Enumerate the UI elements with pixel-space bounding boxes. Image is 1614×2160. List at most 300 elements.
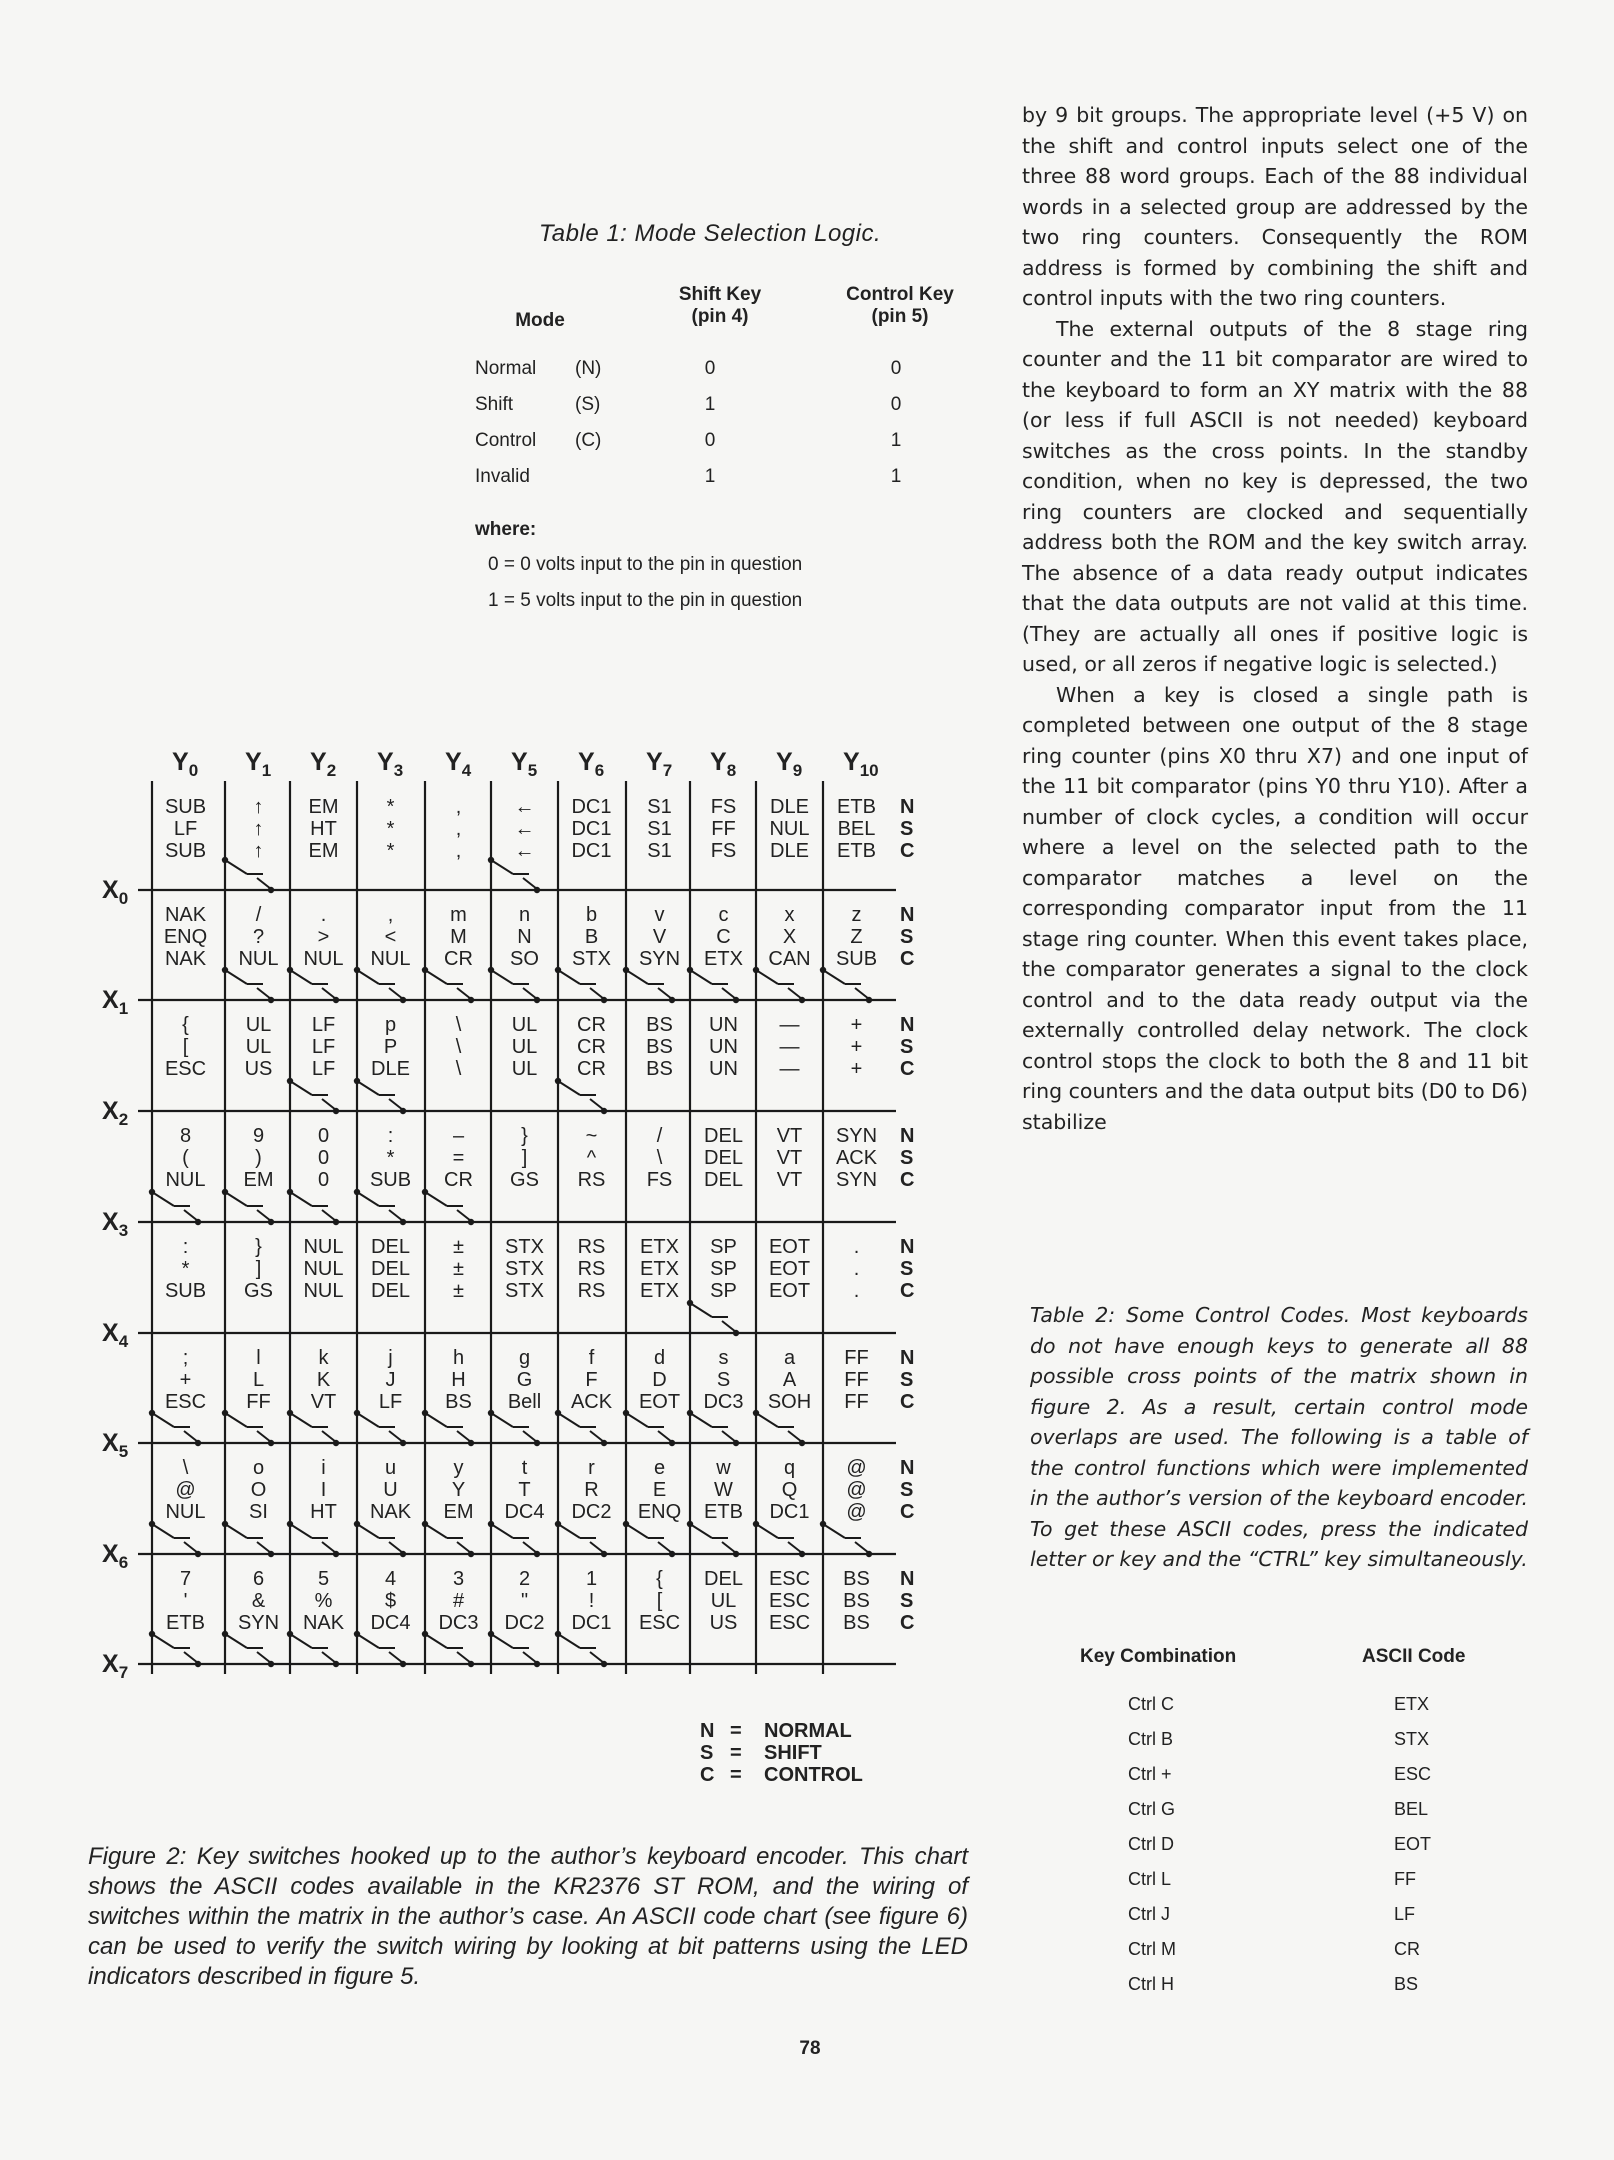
key-cell — [756, 1014, 823, 1080]
table2-key-cell: Ctrl J — [1128, 1904, 1170, 1924]
normal-code: p — [384, 1014, 397, 1036]
mode-letter: N — [900, 1568, 915, 1590]
shift-code: > — [317, 926, 330, 948]
control-code: DC4 — [504, 1501, 545, 1523]
shift-code: # — [452, 1590, 465, 1612]
normal-code: \ — [455, 1014, 462, 1036]
key-cell — [290, 1014, 357, 1080]
control-code: DC2 — [571, 1501, 612, 1523]
control-code: ETX — [640, 1280, 679, 1302]
key-cell — [290, 1457, 357, 1523]
normal-code: { — [182, 1014, 189, 1036]
normal-code: 2 — [518, 1568, 531, 1590]
normal-code: / — [255, 904, 262, 926]
normal-code: : — [387, 1125, 394, 1147]
mode-letter: S — [900, 926, 914, 948]
normal-code: h — [452, 1347, 465, 1369]
normal-code: ETB — [837, 796, 876, 818]
key-cell — [823, 796, 890, 862]
shift-code: DC1 — [571, 818, 612, 840]
normal-code: VT — [776, 1125, 803, 1147]
control-code: EOT — [768, 1280, 811, 1302]
key-cell — [425, 1457, 492, 1523]
body-paragraph-3: When a key is closed a single path is completed between one output of the 8 stage ring counter (pins X0 thru X7) and one input of the 11 bit comparator (pins Y0 thru Y10). After a number of clock cycles, a condition will occur where a level on the selected path to the comparator matches a level on the corresponding comparator input from the 11 stage ring counter. When this event takes place, the comparator generates a signal to the clock control and to the data ready output via the externally controlled delay network. The clock control stops the clock to both the 8 and 11 bit ring counters and the data output bits (D0 to D6) stabilize — [1022, 682, 1528, 1134]
normal-code: DEL — [371, 1236, 410, 1258]
control-code: CR — [444, 948, 473, 970]
normal-code: DEL — [704, 1125, 743, 1147]
key-cell — [756, 904, 823, 970]
normal-code: m — [450, 904, 467, 926]
control-code: SI — [249, 1501, 268, 1523]
shift-code: + — [179, 1369, 192, 1391]
table1-control-cell: 0 — [890, 394, 902, 415]
mode-letter: C — [900, 1169, 915, 1191]
shift-code: + — [850, 1036, 863, 1058]
legend-value: NORMAL — [764, 1720, 852, 1742]
key-cell — [491, 1457, 558, 1523]
table1-mode-cell: Invalid — [475, 466, 530, 487]
shift-code: % — [314, 1590, 333, 1612]
shift-code: ) — [255, 1147, 262, 1169]
shift-code: I — [320, 1479, 327, 1501]
shift-code: R — [584, 1479, 599, 1501]
normal-code: . — [320, 904, 327, 926]
shift-code: X — [782, 926, 797, 948]
table1-control-cell: 1 — [890, 466, 902, 487]
shift-code: ETX — [640, 1258, 679, 1280]
table2-header-key: Key Combination — [1080, 1646, 1237, 1667]
y-line-label: $Y_{10}$ — [843, 748, 879, 780]
normal-code: . — [853, 1236, 860, 1258]
key-cell — [823, 1347, 890, 1413]
key-cell — [491, 904, 558, 970]
key-cell — [152, 904, 219, 970]
shift-code: K — [316, 1369, 331, 1391]
normal-code: g — [518, 1347, 531, 1369]
mode-letter: S — [900, 1590, 914, 1612]
control-code: * — [386, 840, 395, 862]
table2-code-cell: BEL — [1394, 1799, 1429, 1819]
shift-code: * — [181, 1258, 190, 1280]
normal-code: 9 — [252, 1125, 265, 1147]
normal-code: — — [779, 1014, 800, 1036]
key-cell — [558, 796, 625, 862]
control-code: ETB — [704, 1501, 743, 1523]
normal-code: , — [455, 796, 462, 818]
key-cell — [357, 796, 424, 862]
normal-code: LF — [311, 1014, 336, 1036]
normal-code: t — [521, 1457, 528, 1479]
shift-code: FF — [844, 1369, 869, 1391]
key-cell — [357, 1457, 424, 1523]
legend-eq: = — [730, 1720, 742, 1742]
control-code: ETB — [837, 840, 876, 862]
table2-key-cell: Ctrl H — [1128, 1974, 1174, 1994]
control-code: VT — [310, 1391, 337, 1413]
normal-code: S1 — [647, 796, 672, 818]
shift-code: SP — [710, 1258, 737, 1280]
shift-code: DEL — [371, 1258, 410, 1280]
control-code: NAK — [164, 948, 207, 970]
normal-code: UL — [245, 1014, 272, 1036]
control-code: DC1 — [571, 1612, 612, 1634]
normal-code: STX — [505, 1236, 544, 1258]
shift-code: RS — [577, 1258, 606, 1280]
key-cell — [756, 1568, 823, 1634]
normal-code: ← — [514, 796, 535, 818]
control-code: FS — [710, 840, 737, 862]
page-number: 78 — [799, 2038, 821, 2059]
y-line-label: $Y_8$ — [710, 748, 737, 780]
figure2-caption: Figure 2: Key switches hooked up to the author’s keyboard encoder. This chart shows the ASCII codes available in the KR2376 ST ROM, and the wiring of switches within the matrix in the author’s case. An ASCII code chart (see figure 6) can be used to verify the switch wiring by looking at bit patterns using the LED indicators described in figure 5. — [88, 1843, 968, 1990]
y-line-label: $Y_4$ — [445, 748, 472, 780]
normal-code: u — [384, 1457, 397, 1479]
legend-key: S — [700, 1742, 714, 1764]
table2-caption: Table 2: Some Control Codes. Most keyboards do not have enough keys to generate all 88 possible cross points of the matrix shown in figure 2. As a result, certain control mode overlaps are used. The following is a table of the control functions which were implemented in the author’s version of the keyboard encoder. To get these ASCII codes, press the indicated letter or key and the “CTRL” key simultaneously. — [1030, 1303, 1528, 1571]
shift-code: ' — [183, 1590, 188, 1612]
table2-code-cell: BS — [1394, 1974, 1419, 1994]
body-text-column — [1022, 100, 1528, 1137]
control-key-label: Control Key — [846, 284, 954, 305]
control-code: NUL — [165, 1169, 206, 1191]
key-cell — [425, 1014, 492, 1080]
table1-shift-cell: 1 — [704, 394, 716, 415]
shift-key-label: Shift Key — [678, 284, 762, 305]
key-cell — [690, 1125, 757, 1191]
y-line-label: $Y_9$ — [776, 748, 803, 780]
x-line-label: $X_6$ — [102, 1540, 129, 1572]
table1-note-0: 0 = 0 volts input to the pin in question — [488, 554, 803, 575]
shift-code: . — [853, 1258, 860, 1280]
normal-code: ↑ — [253, 796, 264, 818]
normal-code: SYN — [835, 1125, 878, 1147]
key-cell — [626, 1236, 693, 1302]
legend-eq: = — [730, 1764, 742, 1786]
mode-letter: S — [900, 1258, 914, 1280]
normal-code: r — [588, 1457, 595, 1479]
key-cell — [690, 1457, 757, 1523]
control-code: EM — [443, 1501, 474, 1523]
normal-code: } — [255, 1236, 262, 1258]
control-code: ESC — [164, 1058, 207, 1080]
key-cell — [225, 904, 292, 970]
control-code: US — [244, 1058, 273, 1080]
body-paragraph-1: by 9 bit groups. The appropriate level (+5 V) on the shift and control inputs select one of the three 88 word groups. Each of the 88 individual words in a selected group are addressed by the two ring counters. Consequently the ROM address is formed by combining the shift and control inputs with the two ring counters. — [1022, 103, 1528, 310]
shift-code: ^ — [586, 1147, 597, 1169]
legend-row-control — [700, 1764, 863, 1786]
x-line-label: $X_0$ — [102, 876, 129, 908]
shift-code: N — [517, 926, 532, 948]
control-code: ENQ — [637, 1501, 682, 1523]
table1-title: Table 1: Mode Selection Logic. — [538, 220, 882, 247]
mode-letter: S — [900, 1369, 914, 1391]
key-cell — [558, 1457, 625, 1523]
control-code: 0 — [317, 1169, 330, 1191]
normal-code: FF — [844, 1347, 869, 1369]
shift-code: ↑ — [253, 818, 264, 840]
key-cell — [225, 1236, 292, 1302]
control-code: CAN — [768, 948, 811, 970]
key-cell — [491, 1014, 558, 1080]
key-cell — [823, 1236, 890, 1302]
shift-code: \ — [455, 1036, 462, 1058]
table1-abbr-cell: (C) — [575, 430, 602, 451]
shift-code: ENQ — [163, 926, 208, 948]
normal-code: DC1 — [571, 796, 612, 818]
control-code: SP — [710, 1280, 737, 1302]
control-pin-label: (pin 5) — [871, 306, 929, 327]
key-cell — [626, 1014, 693, 1080]
shift-code: STX — [505, 1258, 544, 1280]
normal-code: f — [588, 1347, 595, 1369]
y-line-label: $Y_2$ — [310, 748, 337, 780]
normal-code: SP — [710, 1236, 737, 1258]
mode-letter: C — [900, 948, 915, 970]
normal-code: NUL — [303, 1236, 344, 1258]
control-code: STX — [572, 948, 611, 970]
control-code: NUL — [238, 948, 279, 970]
control-code: + — [850, 1058, 863, 1080]
normal-code: BS — [843, 1568, 870, 1590]
key-cell — [756, 1236, 823, 1302]
shift-code: UL — [511, 1036, 538, 1058]
control-code: SOH — [767, 1391, 812, 1413]
key-cell — [357, 1568, 424, 1634]
shift-code: J — [385, 1369, 396, 1391]
control-code: SYN — [835, 1169, 878, 1191]
key-cell — [357, 1125, 424, 1191]
shift-code: — — [779, 1036, 800, 1058]
control-code: NUL — [165, 1501, 206, 1523]
shift-code: " — [520, 1590, 529, 1612]
key-cell — [626, 1457, 693, 1523]
legend-value: SHIFT — [764, 1742, 822, 1764]
shift-code: ] — [521, 1147, 528, 1169]
control-code: ESC — [164, 1391, 207, 1413]
key-cell — [756, 1125, 823, 1191]
mode-letter: S — [900, 1147, 914, 1169]
normal-code: 8 — [179, 1125, 192, 1147]
normal-code: d — [653, 1347, 666, 1369]
control-code: NUL — [303, 948, 344, 970]
body-paragraph-2: The external outputs of the 8 stage ring counter and the 11 bit comparator are wired to the keyboard to form an XY matrix with the 88 (or less if full ASCII is not needed) keyboard switches as the cross points. In the standby condition, when no key is depressed, the two ring counters are clocked and sequentially address both the ROM and the key switch array. The absence of a data ready output indicates that the data outputs are not valid at this time. (They are actually all ones if positive logic is used, or all zeros if negative logic is selected.) — [1022, 316, 1528, 676]
control-code: SUB — [164, 1280, 207, 1302]
normal-code: v — [654, 904, 665, 926]
normal-code: z — [851, 904, 862, 926]
key-cell — [152, 1125, 219, 1191]
key-cell — [626, 1568, 693, 1634]
key-cell — [425, 1568, 492, 1634]
mode-letter: C — [900, 1280, 915, 1302]
key-cell — [626, 904, 693, 970]
control-code: VT — [776, 1169, 803, 1191]
control-code: DC3 — [438, 1612, 479, 1634]
legend-key: C — [700, 1764, 715, 1786]
mode-letter: N — [900, 1125, 915, 1147]
control-code: SYN — [638, 948, 681, 970]
normal-code: CR — [577, 1014, 606, 1036]
shift-code: = — [452, 1147, 465, 1169]
shift-code: EOT — [768, 1258, 811, 1280]
control-code: US — [709, 1612, 738, 1634]
control-code: NAK — [302, 1612, 345, 1634]
mode-letter: N — [900, 1236, 915, 1258]
key-cell — [756, 1457, 823, 1523]
key-cell — [425, 904, 492, 970]
shift-code: G — [516, 1369, 533, 1391]
shift-code: @ — [175, 1479, 196, 1501]
shift-code: * — [386, 1147, 395, 1169]
key-cell — [823, 1125, 890, 1191]
key-cell — [425, 1236, 492, 1302]
mode-letter: N — [900, 1014, 915, 1036]
control-code: GS — [244, 1280, 273, 1302]
control-code: BS — [445, 1391, 472, 1413]
key-cell — [491, 1568, 558, 1634]
control-code: DEL — [704, 1169, 743, 1191]
control-code: S1 — [647, 840, 672, 862]
normal-code: k — [318, 1347, 329, 1369]
normal-code: ; — [182, 1347, 189, 1369]
control-code: EM — [243, 1169, 274, 1191]
control-code: CR — [577, 1058, 606, 1080]
control-code: DEL — [371, 1280, 410, 1302]
key-cell — [357, 1236, 424, 1302]
key-cell — [425, 796, 492, 862]
shift-code: H — [451, 1369, 466, 1391]
control-code: FF — [246, 1391, 271, 1413]
shift-code: * — [386, 818, 395, 840]
shift-code: F — [585, 1369, 598, 1391]
normal-code: 1 — [585, 1568, 598, 1590]
key-cell — [425, 1125, 492, 1191]
table1-where-label: where: — [475, 519, 537, 540]
shift-code: ESC — [768, 1590, 811, 1612]
key-cell — [558, 1236, 625, 1302]
key-cell — [357, 1014, 424, 1080]
normal-code: q — [783, 1457, 796, 1479]
shift-code: [ — [656, 1590, 663, 1612]
key-cell — [225, 1457, 292, 1523]
mode-letter: N — [900, 1457, 915, 1479]
legend-eq: = — [730, 1742, 742, 1764]
normal-code: ~ — [585, 1125, 598, 1147]
key-cell — [290, 1568, 357, 1634]
shift-code: ← — [514, 818, 535, 840]
normal-code: c — [718, 904, 729, 926]
y-line-label: $Y_5$ — [511, 748, 538, 780]
x-line-label: $X_1$ — [102, 986, 129, 1018]
mode-letter: N — [900, 796, 915, 818]
key-cell — [756, 1347, 823, 1413]
shift-code: , — [455, 818, 462, 840]
normal-code: UL — [511, 1014, 538, 1036]
mode-legend — [700, 1720, 863, 1786]
shift-code: S1 — [647, 818, 672, 840]
control-code: DLE — [371, 1058, 410, 1080]
normal-code: b — [585, 904, 598, 926]
shift-code: W — [714, 1479, 733, 1501]
key-cell — [491, 796, 558, 862]
table2-key-cell: Ctrl + — [1128, 1764, 1172, 1784]
control-code: RS — [577, 1169, 606, 1191]
table1-abbr-cell: (S) — [575, 394, 601, 415]
key-cell — [690, 1236, 757, 1302]
key-cell — [152, 1568, 219, 1634]
shift-code: E — [652, 1479, 667, 1501]
key-cell — [290, 796, 357, 862]
x-line-label: $X_5$ — [102, 1429, 129, 1461]
mode-letters — [900, 1014, 914, 1080]
control-code: SUB — [164, 840, 207, 862]
table2-code-cell: EOT — [1394, 1834, 1432, 1854]
key-cell — [290, 904, 357, 970]
control-code: ETB — [166, 1612, 205, 1634]
shift-code: L — [252, 1369, 265, 1391]
control-code: CR — [444, 1169, 473, 1191]
normal-code: DEL — [704, 1568, 743, 1590]
table1-control-cell: 0 — [890, 358, 902, 379]
shift-code: LF — [173, 818, 198, 840]
x-line-label: $X_2$ — [102, 1097, 129, 1129]
key-cell — [491, 1236, 558, 1302]
normal-code: EOT — [768, 1236, 811, 1258]
key-cell — [225, 1347, 292, 1413]
normal-code: x — [784, 904, 795, 926]
control-code: UL — [511, 1058, 538, 1080]
normal-code: / — [656, 1125, 663, 1147]
normal-code: , — [387, 904, 394, 926]
key-cell — [756, 796, 823, 862]
table1-shift-cell: 1 — [704, 466, 716, 487]
key-cell — [225, 1014, 292, 1080]
mode-letters — [900, 1125, 914, 1191]
key-cell — [225, 1568, 292, 1634]
normal-code: ETX — [640, 1236, 679, 1258]
shift-code: FF — [711, 818, 736, 840]
shift-code: T — [518, 1479, 531, 1501]
normal-code: * — [386, 796, 395, 818]
control-code: ± — [453, 1280, 464, 1302]
shift-code: @ — [846, 1479, 867, 1501]
shift-code: UN — [709, 1036, 738, 1058]
mode-letters — [900, 796, 914, 862]
shift-code: ! — [588, 1590, 595, 1612]
control-code: FF — [844, 1391, 869, 1413]
control-code: DC2 — [504, 1612, 545, 1634]
normal-code: l — [256, 1347, 261, 1369]
x-line-label: $X_4$ — [102, 1319, 129, 1351]
normal-code: ESC — [768, 1568, 811, 1590]
control-code: @ — [846, 1501, 867, 1523]
normal-code: { — [656, 1568, 663, 1590]
shift-code: NUL — [303, 1258, 344, 1280]
table1-mode-cell: Shift — [475, 394, 514, 415]
normal-code: UN — [709, 1014, 738, 1036]
control-code: UN — [709, 1058, 738, 1080]
mode-letter: C — [900, 1391, 915, 1413]
control-code: ACK — [570, 1391, 613, 1413]
mode-letters — [900, 1236, 914, 1302]
y-line-label: $Y_0$ — [172, 748, 199, 780]
normal-code: BS — [646, 1014, 673, 1036]
control-code: , — [455, 840, 462, 862]
control-code: SO — [510, 948, 539, 970]
key-cell — [491, 1125, 558, 1191]
key-cell — [558, 1347, 625, 1413]
table2-key-cell: Ctrl C — [1128, 1694, 1174, 1714]
key-cell — [690, 1014, 757, 1080]
